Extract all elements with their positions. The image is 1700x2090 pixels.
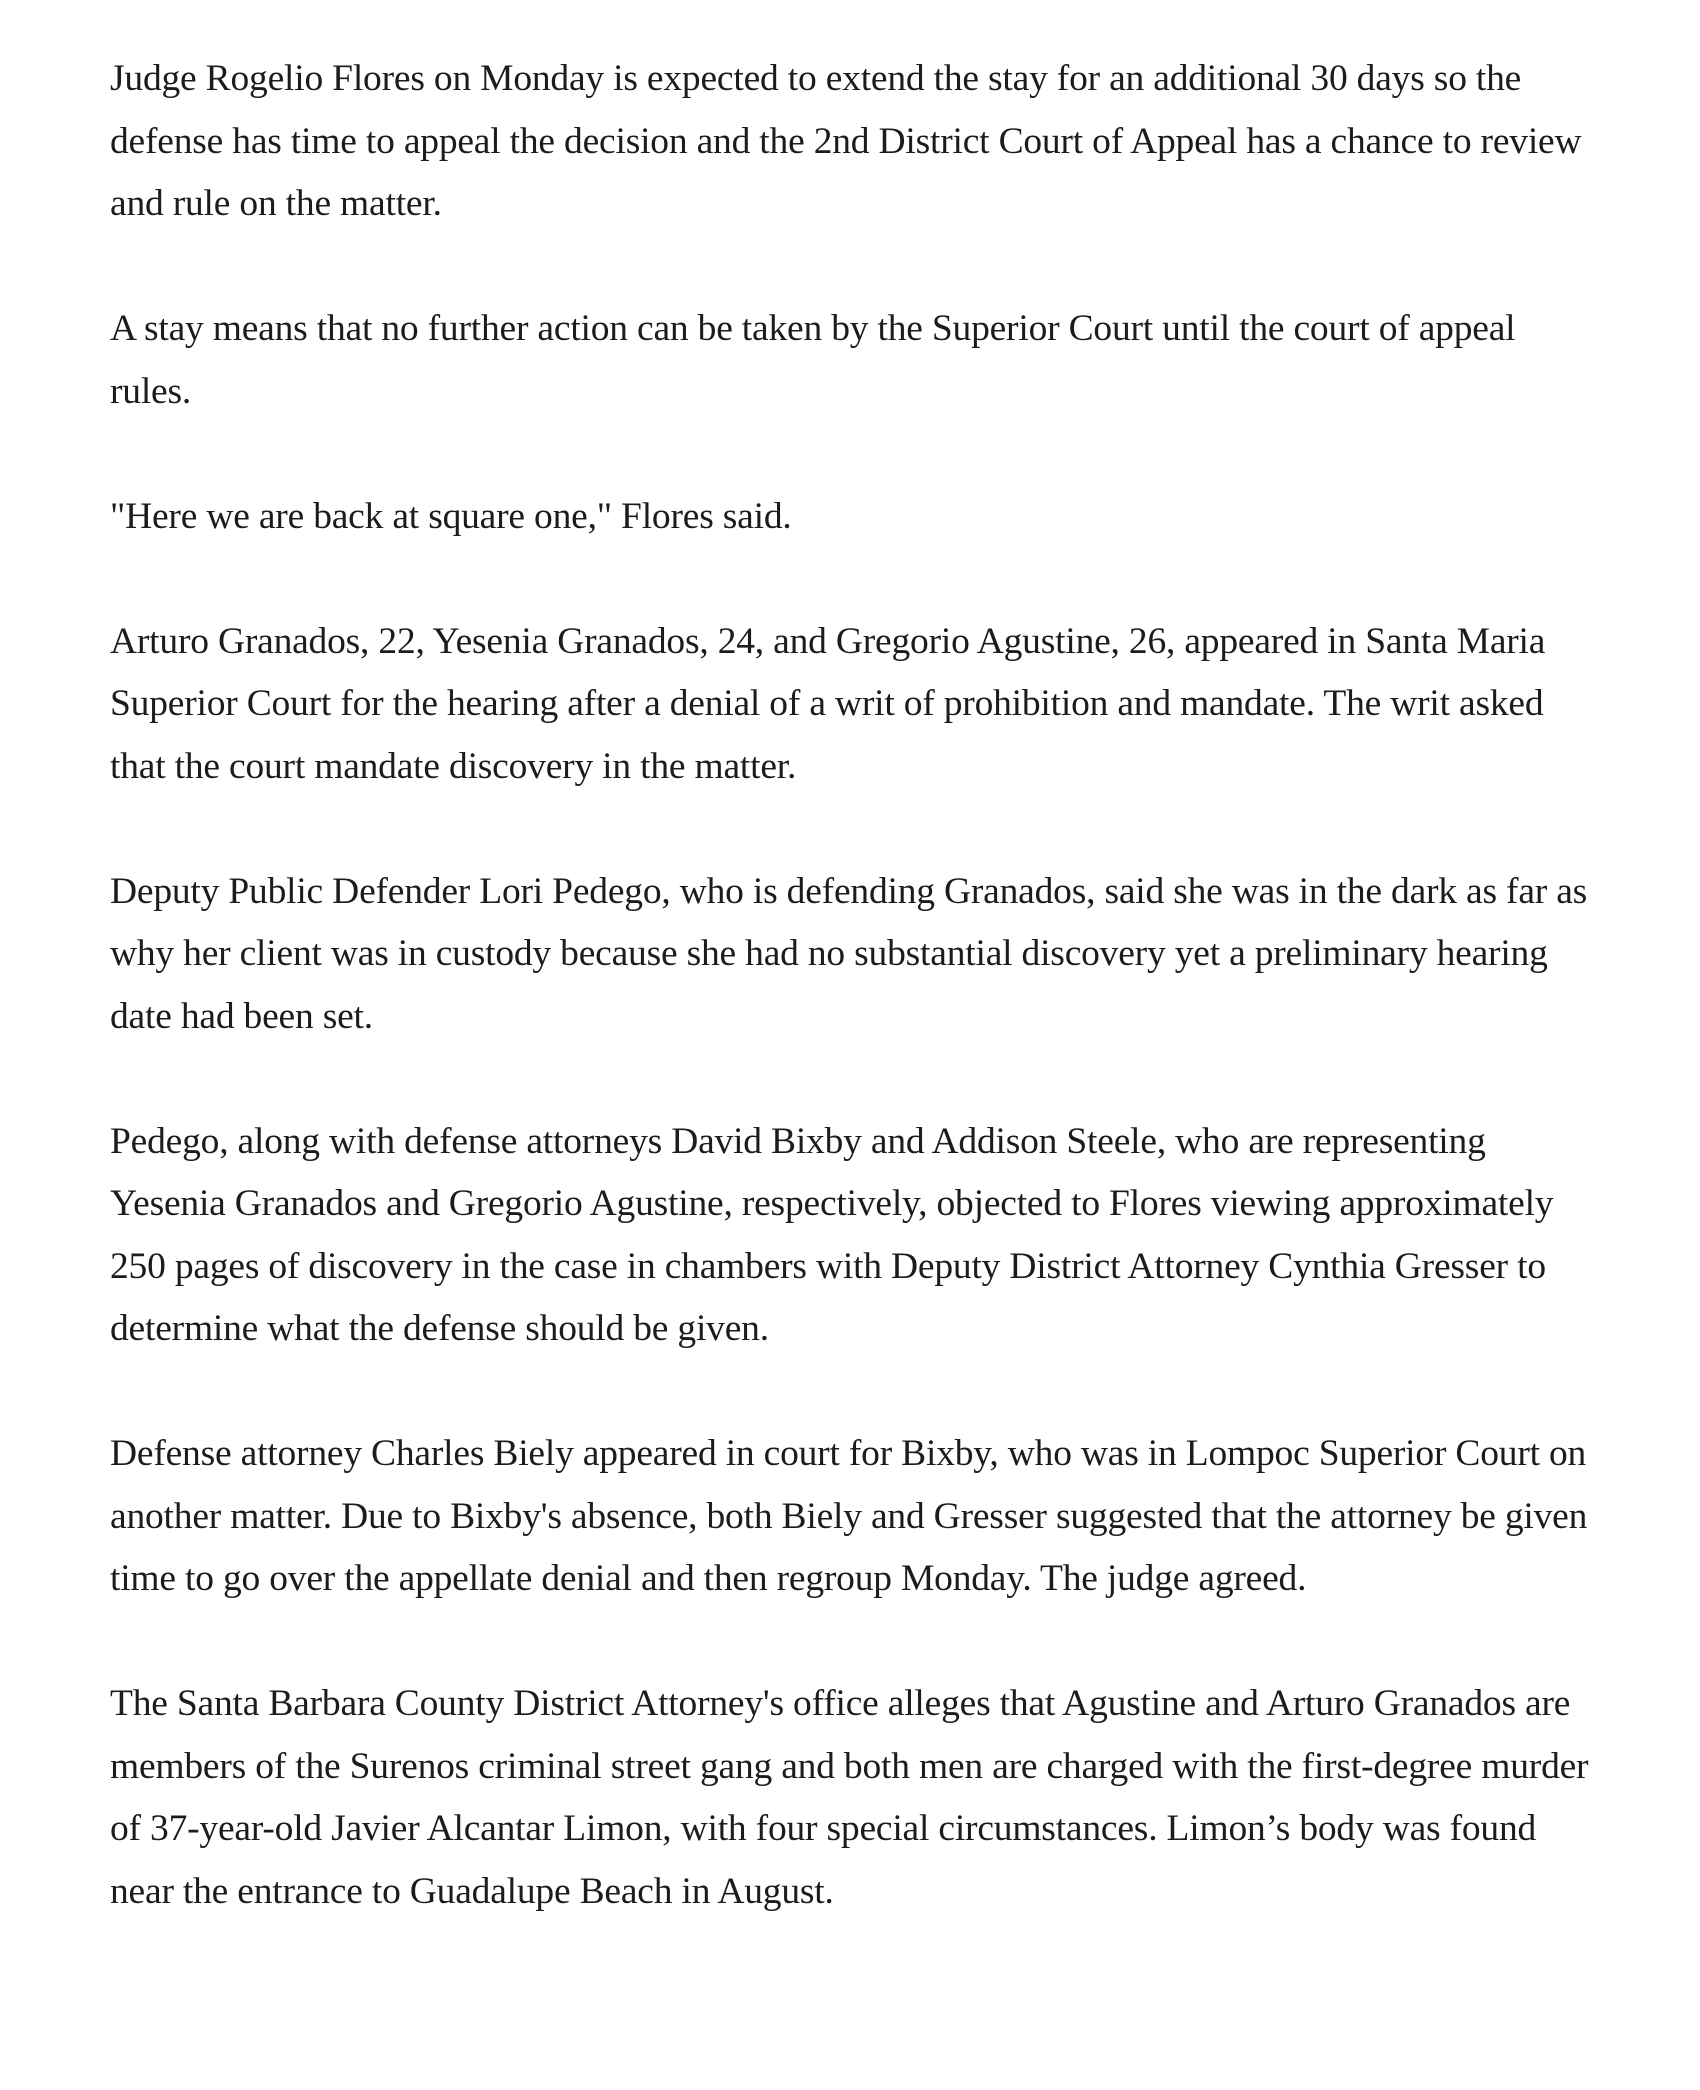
article-paragraph: A stay means that no further action can be taken by the Superior Court until the court of appeal rules. [110,308,1516,412]
article-paragraph: "Here we are back at square one," Flores said. [110,495,792,537]
article-paragraph: Pedego, along with defense attorneys David Bixby and Addison Steele, who are representing Yesenia Granados and Gregorio Agustine, respectively, objected to Flores viewing approximately 250 pages of discovery in the case in chambers with Deputy District Attorney Cynthia Gresser to determine what the defense should be given. [110,1120,1554,1349]
article-paragraph: Judge Rogelio Flores on Monday is expected to extend the stay for an additional 30 days so the defense has time to appeal the decision and the 2nd District Court of Appeal has a chance to review and rule on the matter. [110,58,1582,224]
article-paragraph: The Santa Barbara County District Attorney's office alleges that Agustine and Arturo Granados are members of the Surenos criminal street gang and both men are charged with the first-degree murder of 37-year-old Javier Alcantar Limon, with four special circumstances. Limon’s body was found near the entrance to Guadalupe Beach in August. [110,1683,1589,1912]
article-paragraph: Deputy Public Defender Lori Pedego, who is defending Granados, said she was in the dark as far as why her client was in custody because she had no substantial discovery yet a preliminary hearing date had been set. [110,870,1588,1037]
article-paragraph: Defense attorney Charles Biely appeared in court for Bixby, who was in Lompoc Superior Court on another matter. Due to Bixby's absence, both Biely and Gresser suggested that the attorney be given time to go over the appellate denial and then regroup Monday. The judge agreed. [110,1433,1588,1599]
article-body [110,48,1590,1923]
article-paragraph: Arturo Granados, 22, Yesenia Granados, 24, and Gregorio Agustine, 26, appeared in Santa Maria Superior Court for the hearing after a denial of a writ of prohibition and mandate. The writ asked that the court mandate discovery in the matter. [110,620,1546,787]
